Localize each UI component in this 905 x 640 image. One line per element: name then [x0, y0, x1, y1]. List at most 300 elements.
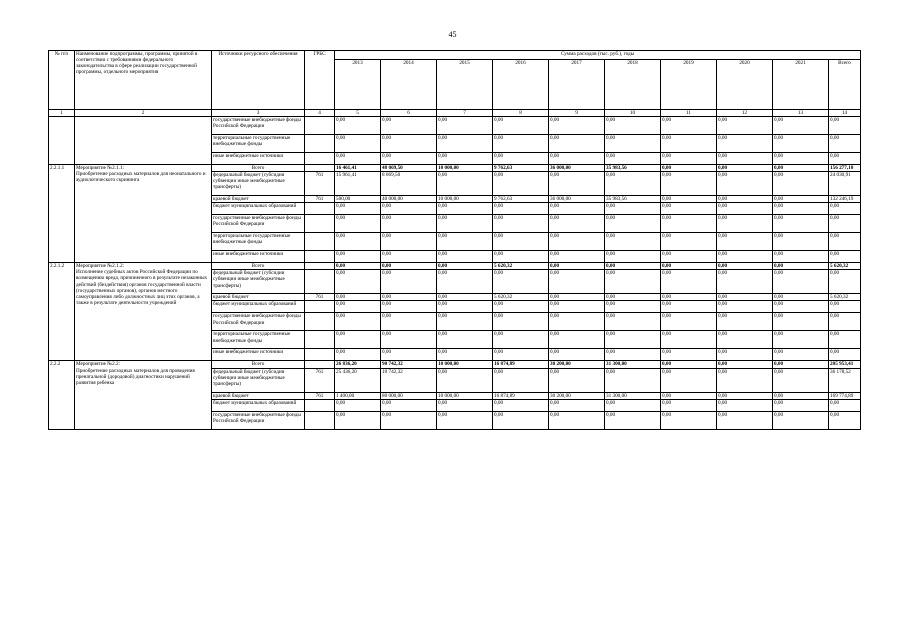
page-number: 45 — [448, 30, 457, 39]
header-year: 2014 — [381, 60, 437, 110]
funding-source: государственные внебюджетные фонды Российской Федерации — [212, 313, 305, 331]
funding-source: территориальные государственные внебюджетные фонды — [212, 331, 305, 349]
amount-cell: 0,00 — [335, 215, 381, 233]
funding-source: Всего — [212, 263, 305, 270]
amount-cell: 0,00 — [717, 203, 773, 215]
grbs-code — [305, 349, 335, 361]
grbs-code: 761 — [305, 172, 335, 196]
item-title: Мероприятие №2.1.1: — [76, 165, 124, 172]
amount-cell: 0,00 — [493, 301, 549, 313]
grbs-code: 761 — [305, 196, 335, 203]
amount-cell: 0,00 — [549, 349, 605, 361]
amount-cell: 0,00 — [829, 411, 861, 429]
amount-cell: 0,00 — [437, 263, 493, 270]
amount-cell: 30 200,00 — [549, 392, 605, 399]
amount-cell: 0,00 — [829, 349, 861, 361]
amount-cell: 0,00 — [661, 233, 717, 251]
amount-cell: 0,00 — [829, 233, 861, 251]
amount-cell: 0,00 — [549, 233, 605, 251]
amount-cell: 0,00 — [335, 399, 381, 411]
amount-cell: 0,00 — [335, 270, 381, 294]
header-col-number: 13 — [773, 110, 829, 117]
grbs-code — [305, 233, 335, 251]
amount-cell: 10 000,00 — [437, 196, 493, 203]
amount-cell: 0,00 — [661, 196, 717, 203]
amount-cell: 0,00 — [773, 411, 829, 429]
amount-cell: 35 983,56 — [605, 165, 661, 172]
amount-cell: 0,00 — [381, 135, 437, 153]
amount-cell: 0,00 — [829, 301, 861, 313]
amount-cell: 0,00 — [717, 263, 773, 270]
amount-cell: 0,00 — [549, 294, 605, 301]
grbs-code — [305, 251, 335, 263]
amount-cell: 0,00 — [381, 294, 437, 301]
amount-cell: 0,00 — [605, 349, 661, 361]
amount-cell: 36 000,00 — [549, 165, 605, 172]
grbs-code — [305, 331, 335, 349]
item-name — [75, 361, 212, 429]
amount-cell: 0,00 — [437, 399, 493, 411]
amount-cell: 0,00 — [493, 215, 549, 233]
amount-cell: 0,00 — [335, 294, 381, 301]
amount-cell: 0,00 — [605, 411, 661, 429]
grbs-code — [305, 215, 335, 233]
amount-cell: 0,00 — [437, 349, 493, 361]
funding-source: Всего — [212, 361, 305, 368]
amount-cell: 132 246,19 — [829, 196, 861, 203]
amount-cell: 0,00 — [335, 331, 381, 349]
amount-cell: 0,00 — [717, 349, 773, 361]
grbs-code: 761 — [305, 368, 335, 392]
funding-source: территориальные государственные внебюджетные фонды — [212, 135, 305, 153]
amount-cell: 0,00 — [381, 301, 437, 313]
item-number: 2.2.1.2 — [49, 263, 75, 361]
amount-cell: 0,00 — [493, 313, 549, 331]
amount-cell: 0,00 — [549, 313, 605, 331]
grbs-code: 761 — [305, 392, 335, 399]
amount-cell: 0,00 — [717, 135, 773, 153]
amount-cell: 0,00 — [549, 251, 605, 263]
amount-cell: 0,00 — [605, 117, 661, 135]
amount-cell: 0,00 — [717, 215, 773, 233]
amount-cell: 16 461,41 — [335, 165, 381, 172]
amount-cell: 0,00 — [773, 233, 829, 251]
table-row — [49, 117, 861, 135]
header-col-number: 1 — [49, 110, 75, 117]
funding-source: иные внебюджетные источники — [212, 349, 305, 361]
amount-cell: 0,00 — [773, 117, 829, 135]
amount-cell: 0,00 — [335, 263, 381, 270]
amount-cell: 0,00 — [493, 135, 549, 153]
amount-cell: 0,00 — [717, 399, 773, 411]
header-col-number: 14 — [829, 110, 861, 117]
header-col-number: 2 — [75, 110, 212, 117]
amount-cell: 0,00 — [549, 411, 605, 429]
amount-cell: 24 030,91 — [829, 172, 861, 196]
amount-cell: 0,00 — [493, 153, 549, 165]
amount-cell: 0,00 — [437, 294, 493, 301]
amount-cell: 0,00 — [549, 399, 605, 411]
total-row — [49, 361, 861, 368]
header-col-number: 4 — [305, 110, 335, 117]
amount-cell: 0,00 — [717, 196, 773, 203]
amount-cell: 31 300,00 — [605, 361, 661, 368]
amount-cell: 0,00 — [605, 172, 661, 196]
amount-cell: 0,00 — [773, 313, 829, 331]
amount-cell: 90 742,32 — [381, 361, 437, 368]
amount-cell: 10 000,00 — [437, 392, 493, 399]
funding-source: государственные внебюджетные фонды Российской Федерации — [212, 411, 305, 429]
header-col-number: 3 — [212, 110, 305, 117]
amount-cell: 0,00 — [661, 392, 717, 399]
amount-cell: 0,00 — [493, 399, 549, 411]
amount-cell: 0,00 — [335, 251, 381, 263]
amount-cell: 5 620,32 — [493, 294, 549, 301]
amount-cell: 5 620,32 — [829, 294, 861, 301]
amount-cell: 0,00 — [829, 270, 861, 294]
amount-cell: 0,00 — [661, 215, 717, 233]
amount-cell: 0,00 — [335, 349, 381, 361]
amount-cell: 0,00 — [605, 153, 661, 165]
header-year: 2016 — [493, 60, 549, 110]
amount-cell: 0,00 — [381, 215, 437, 233]
amount-cell: 0,00 — [437, 117, 493, 135]
amount-cell: 35 983,56 — [605, 196, 661, 203]
amount-cell: 0,00 — [773, 153, 829, 165]
amount-cell: 0,00 — [493, 331, 549, 349]
amount-cell: 0,00 — [717, 361, 773, 368]
amount-cell: 8 069,50 — [381, 172, 437, 196]
amount-cell: 26 836,20 — [335, 361, 381, 368]
grbs-code — [305, 263, 335, 270]
amount-cell: 0,00 — [661, 301, 717, 313]
amount-cell: 0,00 — [381, 313, 437, 331]
amount-cell: 0,00 — [661, 203, 717, 215]
header-col-number: 11 — [661, 110, 717, 117]
amount-cell: 5 620,32 — [493, 263, 549, 270]
amount-cell: 0,00 — [605, 399, 661, 411]
grbs-code — [305, 165, 335, 172]
amount-cell: 0,00 — [437, 313, 493, 331]
amount-cell: 0,00 — [381, 331, 437, 349]
amount-cell: 15 961,41 — [335, 172, 381, 196]
amount-cell: 0,00 — [773, 361, 829, 368]
amount-cell: 0,00 — [437, 153, 493, 165]
grbs-code — [305, 411, 335, 429]
amount-cell: 0,00 — [437, 368, 493, 392]
amount-cell: 0,00 — [661, 313, 717, 331]
total-row — [49, 263, 861, 270]
amount-cell: 0,00 — [381, 270, 437, 294]
amount-cell: 0,00 — [717, 172, 773, 196]
amount-cell: 0,00 — [773, 331, 829, 349]
amount-cell: 0,00 — [335, 233, 381, 251]
amount-cell: 0,00 — [717, 294, 773, 301]
amount-cell: 0,00 — [437, 251, 493, 263]
header-col-number: 10 — [605, 110, 661, 117]
amount-cell: 0,00 — [381, 153, 437, 165]
amount-cell: 0,00 — [493, 172, 549, 196]
grbs-code — [305, 135, 335, 153]
amount-cell: 0,00 — [381, 251, 437, 263]
header-year: 2018 — [605, 60, 661, 110]
amount-cell: 0,00 — [773, 392, 829, 399]
header-col-number: 12 — [717, 110, 773, 117]
item-number: 2.2.1.1 — [49, 165, 75, 263]
amount-cell: 0,00 — [605, 294, 661, 301]
amount-cell: 0,00 — [549, 263, 605, 270]
amount-cell: 500,00 — [335, 196, 381, 203]
header-year: 2015 — [437, 60, 493, 110]
header-year: 2021 — [773, 60, 829, 110]
funding-source: краевой бюджет — [212, 392, 305, 399]
amount-cell: 0,00 — [549, 215, 605, 233]
amount-cell: 205 953,41 — [829, 361, 861, 368]
amount-cell: 0,00 — [493, 411, 549, 429]
header-year: Всего — [829, 60, 861, 110]
amount-cell: 0,00 — [717, 301, 773, 313]
amount-cell: 0,00 — [773, 196, 829, 203]
header-year: 2013 — [335, 60, 381, 110]
amount-cell: 16 874,89 — [493, 361, 549, 368]
funding-source: краевой бюджет — [212, 294, 305, 301]
item-number: 2.2.2 — [49, 361, 75, 429]
header-grbs: ГРБС — [305, 51, 335, 110]
amount-cell: 0,00 — [335, 411, 381, 429]
amount-cell: 0,00 — [661, 399, 717, 411]
amount-cell: 0,00 — [661, 331, 717, 349]
amount-cell: 0,00 — [437, 215, 493, 233]
amount-cell: 9 762,63 — [493, 196, 549, 203]
amount-cell: 0,00 — [549, 368, 605, 392]
amount-cell: 0,00 — [661, 117, 717, 135]
amount-cell: 9 762,63 — [493, 165, 549, 172]
amount-cell: 0,00 — [381, 349, 437, 361]
amount-cell: 0,00 — [717, 165, 773, 172]
amount-cell: 0,00 — [493, 233, 549, 251]
header-row-1 — [49, 51, 861, 60]
amount-cell: 0,00 — [549, 135, 605, 153]
amount-cell: 0,00 — [773, 135, 829, 153]
amount-cell: 156 277,10 — [829, 165, 861, 172]
header-col-number: 7 — [437, 110, 493, 117]
amount-cell: 0,00 — [661, 270, 717, 294]
amount-cell: 0,00 — [493, 368, 549, 392]
amount-cell: 0,00 — [717, 368, 773, 392]
header-sum: Сумма расходов (тыс. руб.), годы — [335, 51, 861, 60]
amount-cell: 80 000,00 — [381, 392, 437, 399]
grbs-code — [305, 301, 335, 313]
amount-cell: 0,00 — [773, 301, 829, 313]
funding-source: федеральный бюджет (субсидии субвенции иные межбюджетные трансферты) — [212, 172, 305, 196]
funding-source: бюджет муниципальных образований — [212, 399, 305, 411]
grbs-code: 761 — [305, 294, 335, 301]
grbs-code — [305, 153, 335, 165]
header-year: 2020 — [717, 60, 773, 110]
header-col-number: 8 — [493, 110, 549, 117]
amount-cell: 0,00 — [605, 203, 661, 215]
funding-source: территориальные государственные внебюджетные фонды — [212, 233, 305, 251]
amount-cell: 0,00 — [717, 233, 773, 251]
amount-cell: 0,00 — [717, 270, 773, 294]
amount-cell: 0,00 — [437, 135, 493, 153]
amount-cell: 30 200,00 — [549, 361, 605, 368]
amount-cell: 0,00 — [661, 263, 717, 270]
amount-cell: 0,00 — [717, 153, 773, 165]
amount-cell: 0,00 — [493, 117, 549, 135]
amount-cell: 169 774,89 — [829, 392, 861, 399]
amount-cell: 0,00 — [549, 117, 605, 135]
amount-cell: 0,00 — [661, 294, 717, 301]
grbs-code — [305, 361, 335, 368]
amount-cell: 0,00 — [381, 411, 437, 429]
amount-cell: 0,00 — [493, 203, 549, 215]
grbs-code — [305, 399, 335, 411]
amount-cell: 0,00 — [605, 368, 661, 392]
amount-cell: 0,00 — [717, 117, 773, 135]
amount-cell: 36 000,00 — [549, 196, 605, 203]
amount-cell: 0,00 — [549, 270, 605, 294]
item-number — [49, 117, 75, 165]
amount-cell: 0,00 — [717, 251, 773, 263]
header-col-number: 9 — [549, 110, 605, 117]
amount-cell: 0,00 — [773, 165, 829, 172]
funding-source: Всего — [212, 165, 305, 172]
amount-cell: 0,00 — [773, 215, 829, 233]
item-name — [75, 117, 212, 165]
amount-cell: 0,00 — [773, 203, 829, 215]
amount-cell: 0,00 — [773, 263, 829, 270]
amount-cell: 0,00 — [605, 331, 661, 349]
amount-cell: 0,00 — [829, 135, 861, 153]
grbs-code — [305, 203, 335, 215]
funding-source: иные внебюджетные источники — [212, 153, 305, 165]
budget-table — [48, 50, 861, 430]
funding-source: краевой бюджет — [212, 196, 305, 203]
amount-cell: 48 069,50 — [381, 165, 437, 172]
amount-cell: 0,00 — [717, 331, 773, 349]
amount-cell: 10 000,00 — [437, 361, 493, 368]
header-col-number: 5 — [335, 110, 381, 117]
funding-source: государственные внебюджетные фонды Российской Федерации — [212, 117, 305, 135]
amount-cell: 0,00 — [549, 203, 605, 215]
amount-cell: 0,00 — [335, 301, 381, 313]
amount-cell: 0,00 — [335, 203, 381, 215]
amount-cell: 0,00 — [605, 301, 661, 313]
header-year: 2017 — [549, 60, 605, 110]
amount-cell: 0,00 — [773, 270, 829, 294]
header-col-number: 6 — [381, 110, 437, 117]
amount-cell: 0,00 — [773, 399, 829, 411]
item-title: Мероприятие №2.2: — [76, 361, 121, 368]
funding-source: бюджет муниципальных образований — [212, 203, 305, 215]
amount-cell: 16 874,89 — [493, 392, 549, 399]
amount-cell: 0,00 — [493, 270, 549, 294]
total-row — [49, 165, 861, 172]
table-body — [49, 117, 861, 430]
amount-cell: 0,00 — [661, 172, 717, 196]
amount-cell: 0,00 — [773, 368, 829, 392]
amount-cell: 0,00 — [381, 203, 437, 215]
amount-cell: 0,00 — [661, 349, 717, 361]
amount-cell: 0,00 — [717, 313, 773, 331]
amount-cell: 0,00 — [437, 203, 493, 215]
amount-cell: 0,00 — [437, 331, 493, 349]
amount-cell: 0,00 — [829, 399, 861, 411]
amount-cell: 0,00 — [437, 270, 493, 294]
amount-cell: 0,00 — [381, 399, 437, 411]
amount-cell: 0,00 — [381, 117, 437, 135]
item-description: Приобретение расходных материалов для проведения пренатальной (дородовой) диагностики нарушений развития ребенка — [76, 367, 195, 386]
funding-source: федеральный бюджет (субсидии субвенции иные межбюджетные трансферты) — [212, 270, 305, 294]
amount-cell: 0,00 — [335, 117, 381, 135]
header-year: 2019 — [661, 60, 717, 110]
amount-cell: 0,00 — [661, 135, 717, 153]
header-numbers-row — [49, 110, 861, 117]
grbs-code — [305, 313, 335, 331]
amount-cell: 0,00 — [437, 301, 493, 313]
amount-cell: 0,00 — [335, 135, 381, 153]
funding-source: государственные внебюджетные фонды Российской Федерации — [212, 215, 305, 233]
amount-cell: 0,00 — [549, 301, 605, 313]
amount-cell: 0,00 — [829, 251, 861, 263]
amount-cell: 0,00 — [493, 251, 549, 263]
amount-cell: 0,00 — [773, 349, 829, 361]
amount-cell: 0,00 — [829, 313, 861, 331]
amount-cell: 0,00 — [661, 361, 717, 368]
amount-cell: 31 300,00 — [605, 392, 661, 399]
funding-source: бюджет муниципальных образований — [212, 301, 305, 313]
amount-cell: 1 400,00 — [335, 392, 381, 399]
amount-cell: 5 620,32 — [829, 263, 861, 270]
amount-cell: 0,00 — [605, 263, 661, 270]
amount-cell: 0,00 — [829, 153, 861, 165]
amount-cell: 0,00 — [773, 251, 829, 263]
amount-cell: 0,00 — [829, 117, 861, 135]
amount-cell: 0,00 — [437, 172, 493, 196]
amount-cell: 0,00 — [829, 215, 861, 233]
amount-cell: 10 742,32 — [381, 368, 437, 392]
amount-cell: 0,00 — [549, 331, 605, 349]
item-description: Исполнение судебных актов Российской Федерации по возмещению вреда, причиненного в результате незаконных действий (бездействия) органов государственной власти (государственных органов), органов местного самоуправления либо должностных лиц этих органов, а также в результате деятельности учреждений — [76, 269, 208, 306]
amount-cell: 0,00 — [335, 153, 381, 165]
item-description: Приобретение расходных материалов для неонатального и аудиологического скрининга — [76, 171, 206, 184]
amount-cell: 0,00 — [335, 313, 381, 331]
amount-cell: 0,00 — [661, 165, 717, 172]
amount-cell: 0,00 — [717, 411, 773, 429]
amount-cell: 0,00 — [661, 153, 717, 165]
grbs-code — [305, 270, 335, 294]
amount-cell: 0,00 — [661, 411, 717, 429]
grbs-code — [305, 117, 335, 135]
amount-cell: 0,00 — [717, 392, 773, 399]
amount-cell: 0,00 — [773, 172, 829, 196]
amount-cell: 0,00 — [829, 203, 861, 215]
header-source: Источники ресурсного обеспечения — [212, 51, 305, 110]
amount-cell: 10 000,00 — [437, 165, 493, 172]
amount-cell: 0,00 — [549, 172, 605, 196]
funding-source: иные внебюджетные источники — [212, 251, 305, 263]
item-name — [75, 263, 212, 361]
amount-cell: 0,00 — [437, 233, 493, 251]
amount-cell: 40 000,00 — [381, 196, 437, 203]
amount-cell: 0,00 — [605, 215, 661, 233]
amount-cell: 0,00 — [829, 331, 861, 349]
amount-cell: 0,00 — [605, 135, 661, 153]
amount-cell: 0,00 — [381, 263, 437, 270]
amount-cell: 0,00 — [773, 294, 829, 301]
amount-cell: 0,00 — [605, 270, 661, 294]
